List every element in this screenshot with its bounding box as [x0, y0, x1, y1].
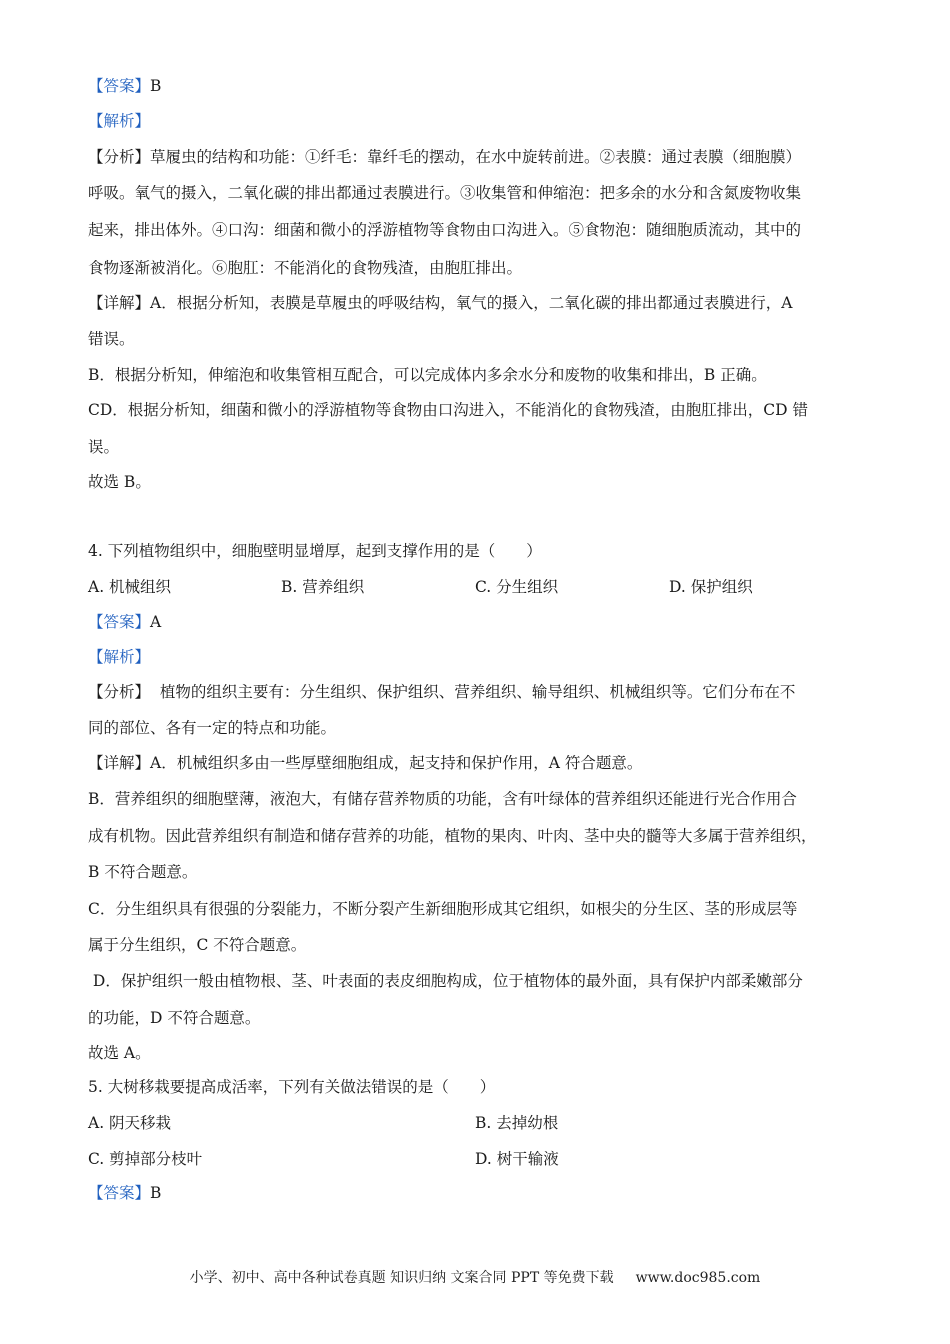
q5-answer-line — [88, 1183, 863, 1203]
paragraph-text: 草履虫的结构和功能：①纤毛：靠纤毛的摆动，在水中旋转前进。②表膜：通过表膜（细胞膜） — [150, 148, 802, 166]
q5-option-c: C. 剪掉部分枝叶 — [88, 1150, 203, 1168]
paragraph-text: A．根据分析知，表膜是草履虫的呼吸结构，氧气的摄入，二氧化碳的排出都通过表膜进行，A — [150, 294, 793, 312]
q4-xiangjie-line-5: C．分生组织具有很强的分裂能力，不断分裂产生新细胞形成其它组织，如根尖的分生区、茎的形成层等 — [88, 900, 798, 918]
answer-tag: 【答案】 — [88, 1184, 151, 1202]
q4-xiangjie-line-7: D．保护组织一般由植物根、茎、叶表面的表皮细胞构成，位于植物体的最外面，具有保护内部柔嫩部分 — [88, 972, 803, 990]
q3-analysis-heading — [88, 111, 863, 131]
q5-option-d: D. 树干输液 — [475, 1150, 559, 1168]
q3-xiangjie-line-1 — [88, 293, 863, 313]
q3-conclusion: 故选 B。 — [88, 473, 151, 491]
q4-xiangjie-line-6: 属于分生组织，C 不符合题意。 — [88, 936, 307, 954]
answer-value: A — [150, 613, 162, 631]
q3-fenxi-line-4: 食物逐渐被消化。⑥胞肛：不能消化的食物残渣，由胞肛排出。 — [88, 259, 523, 277]
analysis-tag: 【解析】 — [88, 112, 151, 130]
q3-xiangjie-line-2: 错误。 — [88, 330, 135, 348]
q3-answer-line — [88, 76, 863, 96]
q3-fenxi-line-2: 呼吸。氧气的摄入，二氧化碳的排出都通过表膜进行。③收集管和伸缩泡：把多余的水分和含氮废物收集 — [88, 184, 802, 202]
q4-xiangjie-line-2: B．营养组织的细胞壁薄，液泡大，有储存营养物质的功能，含有叶绿体的营养组织还能进行光合作用合 — [88, 790, 797, 808]
q4-option-d: D. 保护组织 — [669, 578, 753, 596]
q4-xiangjie-line-1 — [88, 753, 863, 773]
fenxi-tag: 【分析】 — [88, 148, 151, 166]
xiangjie-tag: 【详解】 — [88, 294, 151, 312]
q4-xiangjie-line-4: B 不符合题意。 — [88, 863, 198, 881]
q3-fenxi-line-3: 起来，排出体外。④口沟：细菌和微小的浮游植物等食物由口沟进入。⑤食物泡：随细胞质流动，其中的 — [88, 221, 802, 239]
q4-answer-line — [88, 612, 863, 632]
answer-tag: 【答案】 — [88, 77, 151, 95]
answer-value: B — [150, 1184, 162, 1202]
fenxi-tag: 【分析】 — [88, 683, 151, 701]
q3-xiangjie-line-3: B．根据分析知，伸缩泡和收集管相互配合，可以完成体内多余水分和废物的收集和排出，B 正确。 — [88, 366, 767, 384]
paragraph-text: 植物的组织主要有：分生组织、保护组织、营养组织、输导组织、机械组织等。它们分布在不 — [150, 683, 796, 701]
q4-option-a: A. 机械组织 — [88, 578, 172, 596]
q3-xiangjie-line-5: 误。 — [88, 438, 120, 456]
footer-text: 小学、初中、高中各种试卷真题 知识归纳 文案合同 PPT 等免费下载 — [189, 1270, 614, 1286]
q5-option-b: B. 去掉幼根 — [475, 1114, 559, 1132]
q4-fenxi-line-1 — [88, 682, 863, 702]
answer-tag: 【答案】 — [88, 613, 151, 631]
xiangjie-tag: 【详解】 — [88, 754, 151, 772]
analysis-tag: 【解析】 — [88, 648, 151, 666]
q5-stem: 5. 大树移栽要提高成活率，下列有关做法错误的是（ ） — [88, 1078, 496, 1096]
q4-xiangjie-line-3: 成有机物。因此营养组织有制造和储存营养的功能，植物的果肉、叶肉、茎中央的髓等大多属于营养组织， — [88, 827, 817, 845]
q3-fenxi-line-1 — [88, 147, 863, 167]
q4-analysis-heading — [88, 647, 863, 667]
q4-fenxi-line-2: 同的部位、各有一定的特点和功能。 — [88, 719, 337, 737]
page-footer — [0, 1268, 950, 1288]
q4-option-b: B. 营养组织 — [281, 578, 365, 596]
footer-url[interactable]: www.doc985.com — [635, 1270, 761, 1286]
paragraph-text: A．机械组织多由一些厚壁细胞组成，起支持和保护作用，A 符合题意。 — [150, 754, 643, 772]
q4-stem: 4. 下列植物组织中，细胞壁明显增厚，起到支撑作用的是（ ） — [88, 542, 542, 560]
q3-xiangjie-line-4: CD．根据分析知，细菌和微小的浮游植物等食物由口沟进入，不能消化的食物残渣，由胞肛排出，CD 错 — [88, 401, 809, 419]
q4-option-c: C. 分生组织 — [475, 578, 559, 596]
q5-option-a: A. 阴天移栽 — [88, 1114, 172, 1132]
q4-conclusion: 故选 A。 — [88, 1044, 151, 1062]
q4-xiangjie-line-8: 的功能，D 不符合题意。 — [88, 1009, 261, 1027]
answer-value: B — [150, 77, 162, 95]
